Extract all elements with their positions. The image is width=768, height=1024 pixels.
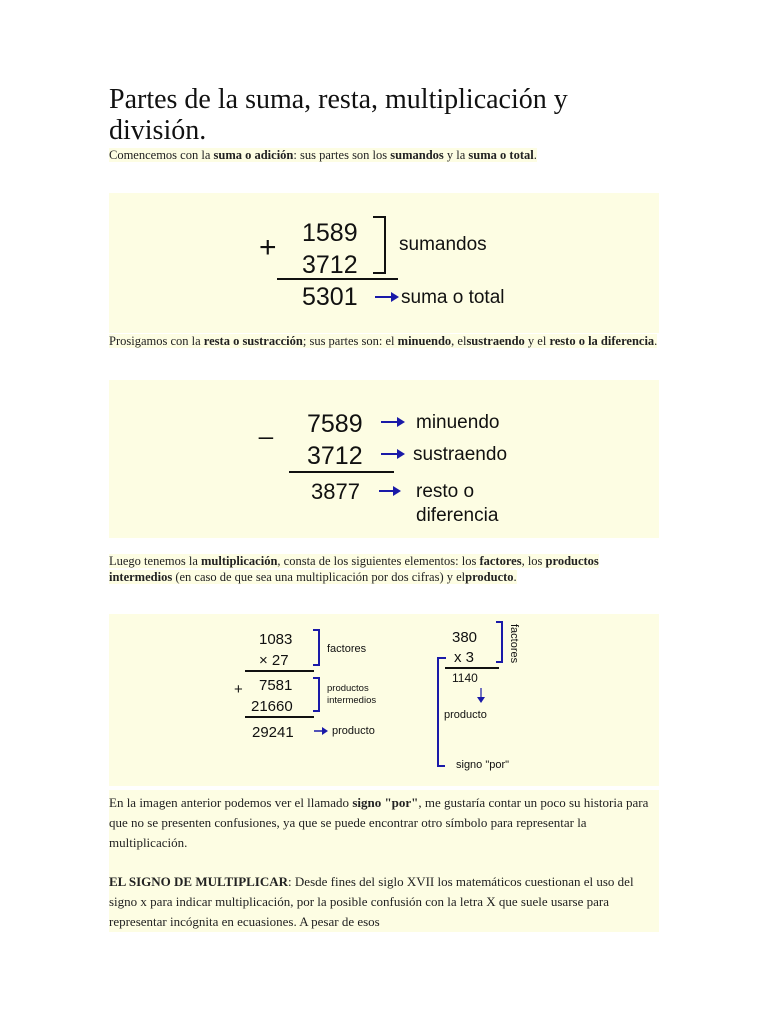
minus-sign: _ — [259, 412, 273, 440]
rest-label-1: resto o — [416, 481, 475, 502]
total-label: suma o total — [401, 287, 505, 308]
arrowhead-icon — [322, 727, 328, 735]
addends-label: sumandos — [399, 234, 487, 255]
partials-bracket — [313, 678, 319, 711]
paragraph-resta: Prosigamos con la resta o sustracción; sus partes son: el minuendo, elsustraendo y el resto o la diferencia. — [109, 334, 658, 348]
factor-1b: 380 — [452, 629, 478, 646]
product-b: 1140 — [452, 671, 478, 685]
partials-label-2: intermedios — [327, 695, 377, 706]
paragraph-suma: Comencemos con la suma o adición: sus partes son los sumandos y la suma o total. — [109, 148, 537, 162]
figure-multiplicacion — [109, 614, 659, 786]
addends-bracket — [373, 217, 385, 273]
paragraph-signo-multiplicar: EL SIGNO DE MULTIPLICAR: Desde fines del siglo XVII los matemáticos cuestionan el uso del signo x para indicar multiplicación, por la posible confusión con la letra X que suele usarse para representar incógnita en ecuasiones. A pesar de esos — [109, 874, 634, 929]
product-label: producto — [332, 725, 375, 737]
arrowhead-icon — [397, 449, 405, 459]
paragraph-signo-por: En la imagen anterior podemos ver el llamado signo "por", me gustaría contar un poco su historia para que no se presenten confusiones, ya que se puede encontrar otro símbolo para representar la multiplicación. — [109, 795, 649, 850]
arrowhead-icon — [393, 486, 401, 496]
figure-resta — [109, 380, 659, 538]
arrowhead-icon — [397, 417, 405, 427]
arrowhead-icon — [477, 697, 485, 703]
factors-label-vertical: factores — [508, 624, 520, 664]
difference: 3877 — [311, 479, 360, 504]
figure-suma — [109, 193, 659, 333]
paragraph-multiplicacion: Luego tenemos la multiplicación, consta de los siguientes elementos: los factores, los productos intermedios (en caso de que sea una multiplicación por dos cifras) y elproducto. — [109, 554, 599, 584]
plus-sign: + — [259, 231, 277, 264]
product-label-2: producto — [444, 709, 487, 721]
addend-1: 1589 — [302, 219, 358, 247]
partial-product-1: 7581 — [259, 677, 293, 694]
subtrahend-label: sustraendo — [413, 444, 508, 465]
factor-2: × 27 — [259, 652, 289, 669]
minuend-label: minuendo — [416, 412, 500, 433]
partials-label-1: productos — [327, 683, 369, 694]
product: 29241 — [252, 724, 294, 741]
sign-label: signo "por" — [456, 759, 510, 771]
factor-1: 1083 — [259, 631, 293, 648]
rest-label-2: diferencia — [416, 505, 499, 526]
sum-result: 5301 — [302, 283, 358, 311]
addend-2: 3712 — [302, 251, 358, 279]
minuend: 7589 — [307, 410, 363, 438]
partial-product-2: 21660 — [251, 698, 293, 715]
factors-bracket — [313, 630, 319, 665]
factors-label: factores — [327, 643, 367, 655]
page-title: Partes de la suma, resta, multiplicación y división. — [109, 84, 568, 146]
plus-sign: + — [234, 681, 243, 698]
factors-bracket-2 — [496, 622, 502, 662]
factor-2b: x 3 — [454, 649, 475, 666]
arrowhead-icon — [391, 292, 399, 302]
subtrahend: 3712 — [307, 442, 363, 470]
